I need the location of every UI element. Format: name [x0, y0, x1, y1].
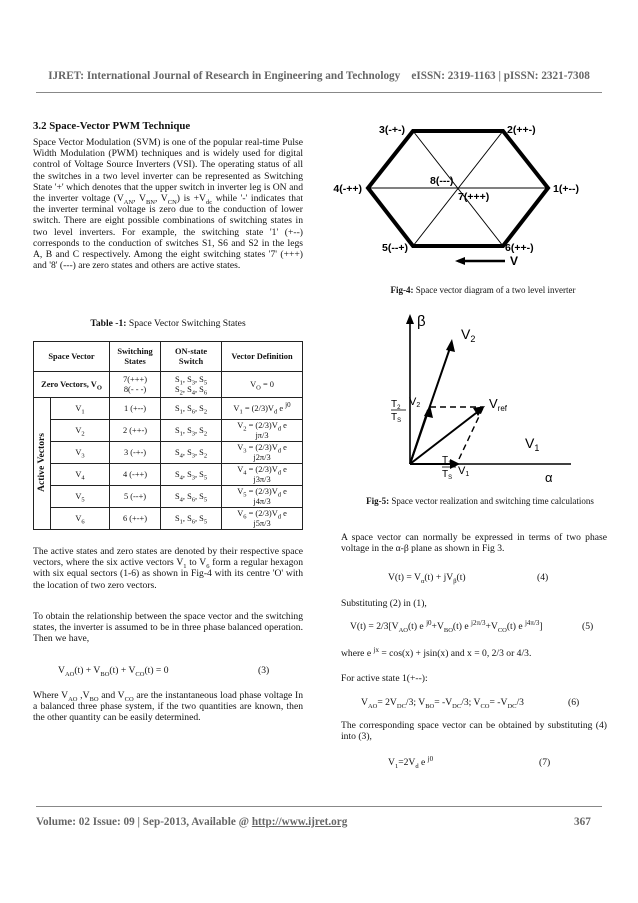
cell-definition: $V_5 = (2/3)V_d$ e j4π/3: [222, 486, 303, 508]
equation-5-number: (5): [582, 621, 594, 632]
active-vectors-label: Active Vectors: [36, 432, 48, 492]
header-switching-states: Switching States: [110, 342, 161, 372]
fig5-label-ts-lower: $T_S$: [442, 469, 453, 481]
journal-issn: eISSN: 2319-1163 | pISSN: 2321-7308: [411, 70, 590, 82]
cell-zero-states: 7(+++) 8(- - -): [110, 372, 161, 398]
fig5-label-v2: $V_2$: [461, 326, 476, 344]
active-rows-body: [34, 398, 303, 530]
cell-definition: $V_4 = (2/3)V_d$ e j3π/3: [222, 464, 303, 486]
cell-switches: $S_1$, $S_3$, $S_2$: [161, 420, 222, 442]
header-space-vector: Space Vector: [34, 342, 110, 372]
dashed-slanted: [459, 408, 483, 459]
cell-vector: $V_3$: [51, 442, 110, 464]
equation-3: $V_{AO}(t) + V_{BO}(t) + V_{CO}(t) = 0$: [58, 665, 169, 678]
fig4-label-v2: 2(++-): [507, 124, 536, 136]
fig5-label-beta: β: [417, 313, 426, 330]
fig4-label-v7: 7(+++): [458, 191, 490, 203]
fig5-label-ts-upper: $T_S$: [391, 412, 402, 424]
fig5-label-v1: $V_1$: [525, 435, 540, 453]
cell-zero-definition: $V_O = 0$: [222, 372, 303, 398]
paragraph-alpha-beta: A space vector can normally be expressed in terms of two phase voltage in the α-β plane as shown in Fig 3.: [341, 532, 607, 555]
fig5-caption: Fig-5: Space vector realization and switching time calculations: [366, 496, 594, 506]
cell-switches: $S_4$, $S_3$, $S_2$: [161, 442, 222, 464]
equation-4: $V(t) = V_\alpha(t) + jV_\beta(t)$: [388, 572, 466, 585]
cell-definition: $V_6 = (2/3)V_d$ e j5π/3: [222, 508, 303, 530]
paragraph-active-state-1: For active state 1(+--):: [341, 673, 428, 684]
footer-volume-text: Volume: 02 Issue: 09 | Sep-2013, Available @: [36, 816, 252, 828]
fig4-label-v1: 1(+--): [553, 183, 579, 195]
cell-vector: $V_6$: [51, 508, 110, 530]
table-row-active: [34, 464, 303, 486]
header-vector-definition: Vector Definition: [222, 342, 303, 372]
header-on-state-switch: ON-state Switch: [161, 342, 222, 372]
equation-6: $V_{AO}= 2V_{DC}/3$; $V_{BO}= -V_{DC}/3$; $V_{CO}= -V_{DC}/3$: [361, 697, 524, 710]
equation-3-number: (3): [258, 665, 270, 676]
footer-website-link[interactable]: http://www.ijret.org: [251, 816, 348, 828]
section-heading: 3.2 Space-Vector PWM Technique: [33, 120, 191, 132]
table-row-active: [34, 486, 303, 508]
beta-axis-arrow: [406, 314, 414, 324]
equation-6-number: (6): [568, 697, 580, 708]
table-row-zero: [34, 372, 303, 398]
fig4-label-v3: 3(-+-): [379, 124, 405, 136]
equation-4-number: (4): [537, 572, 549, 583]
table-row-active: [34, 442, 303, 464]
paragraph-substituting: Substituting (2) in (1),: [341, 598, 427, 609]
cell-states: 4 (-++): [110, 464, 161, 486]
cell-zero-switches: $S_1$, $S_3$, $S_5$ $S_2$, $S_4$, $S_6$: [161, 372, 222, 398]
header-rule: [36, 92, 602, 93]
fig5-label-t1: $T_1$: [442, 455, 452, 467]
paragraph-phase-voltage: Where $V_{AO}$ $,V_{BO}$ and $V_{CO}$ are the instantaneous load phase voltage In a balanced three phase system, if the two quantities are known, then the other quantity can be easily determined.: [33, 690, 304, 724]
paragraph-svm-intro: Space Vector Modulation (SVM) is one of the popular real-time Pulse Width Modulation (PWM) techniques and is widely used for digital control of Voltage Source Inverters (VSI). The operating status of all the switches in a two level inverter can be represented as Switching State '+' which denotes that the upper switch in inverter leg is ON and the inverter voltage ($V_{AN}$, $V_{BN}$, $V_{CN}$) is $+V_{dc}$ while '-' indicates that the inverter terminal voltage is zero due to the conduction of lower switch. There are eight possible combinations of switching states in two level inverters. For example, the switching state '1' (+--) corresponds to the conduction of switches S1, S6 and S2 in the legs A, B and C respectively. Among the eight switching states '7' (+++) and '8' (---) are zero states and others are active states.: [33, 137, 304, 272]
fig5-vector-diagram: [391, 312, 575, 485]
paragraph-active-states: The active states and zero states are denoted by their respective space vectors, where the six active vectors $V_1$ to $V_6$ form a regular hexagon with six equal sectors (1-6) as shown in Fig-4 with its centre 'O' with the location of two zero vectors.: [33, 546, 303, 591]
cell-states: 6 (+-+): [110, 508, 161, 530]
fig4-label-v5: 5(--+): [382, 242, 408, 254]
cell-vector: $V_2$: [51, 420, 110, 442]
table-row-active: [34, 508, 303, 530]
fig5-label-alpha: α: [545, 470, 553, 485]
fig4-label-v8: 8(---): [430, 175, 454, 187]
fig4-caption: Fig-4: Space vector diagram of a two level inverter: [390, 285, 576, 295]
table-header-row: [34, 342, 303, 372]
cell-states: 3 (-+-): [110, 442, 161, 464]
fig5-label-v1-small: V1: [458, 465, 470, 478]
equation-5: $V(t) = 2/3[V_{AO}(t)$ e $^{j0}+V_{BO}(t)$ e $^{j2\pi/3}+V_{CO}(t)$ e $^{j4\pi/3}$]: [350, 618, 543, 634]
paragraph-relationship: To obtain the relationship between the space vector and the switching states, the inverter is assumed to be in three phase balanced operation. Then we have,: [33, 611, 303, 645]
cell-states: 2 (++-): [110, 420, 161, 442]
fig5-label-t2: $T_2$: [391, 399, 401, 411]
cell-definition: $V_2 = (2/3)V_d$ e jπ/3: [222, 420, 303, 442]
footer-volume: [36, 816, 347, 828]
equation-7: $V_1=2V_d$ e $^{j0}$: [388, 754, 434, 770]
cell-switches: $S_1$, $S_6$, $S_5$: [161, 508, 222, 530]
journal-title: IJRET: International Journal of Research in Engineering and Technology: [48, 70, 401, 82]
fig4-hexagon-diagram: [333, 118, 615, 278]
cell-definition: $V_1 = (2/3)V_d$ e $^{j0}$: [222, 398, 303, 420]
table-row-active: [34, 398, 303, 420]
cell-zero-vector: Zero Vectors, $V_O$: [34, 372, 110, 398]
cell-switches: $S_4$, $S_6$, $S_5$: [161, 486, 222, 508]
cell-switches: $S_1$, $S_6$, $S_2$: [161, 398, 222, 420]
cell-vector: $V_1$: [51, 398, 110, 420]
cell-vector: $V_5$: [51, 486, 110, 508]
fig4-label-v6: 6(++-): [505, 242, 534, 254]
cell-switches: $S_4$, $S_3$, $S_5$: [161, 464, 222, 486]
v2-vector-arrow: [446, 339, 455, 352]
cell-vector: $V_4$: [51, 464, 110, 486]
paragraph-exponential: where e $^{jx}$ = cos(x) + jsin(x) and x = 0, 2/3 or 4/3.: [341, 645, 532, 659]
footer-rule: [36, 806, 602, 807]
page-number: 367: [574, 816, 591, 828]
active-vectors-label-cell: [34, 398, 51, 530]
cell-definition: $V_3 = (2/3)V_d$ e j2π/3: [222, 442, 303, 464]
table-row-active: [34, 420, 303, 442]
table-caption: Table -1: Space Vector Switching States: [90, 318, 246, 329]
cell-states: 1 (+--): [110, 398, 161, 420]
fig4-label-v4: 4(-++): [333, 183, 362, 195]
fig5-label-v2-small: V2: [409, 396, 421, 409]
journal-header: [0, 70, 638, 82]
fig4-label-vref: V: [510, 254, 519, 268]
paragraph-corresponding: The corresponding space vector can be obtained by substituting (4) into (3),: [341, 720, 607, 743]
vref-arrow-head: [455, 257, 465, 265]
equation-7-number: (7): [539, 757, 551, 768]
fig5-label-vref: $V_{ref}$: [489, 396, 508, 413]
cell-states: 5 (--+): [110, 486, 161, 508]
switching-states-table: [33, 341, 303, 530]
